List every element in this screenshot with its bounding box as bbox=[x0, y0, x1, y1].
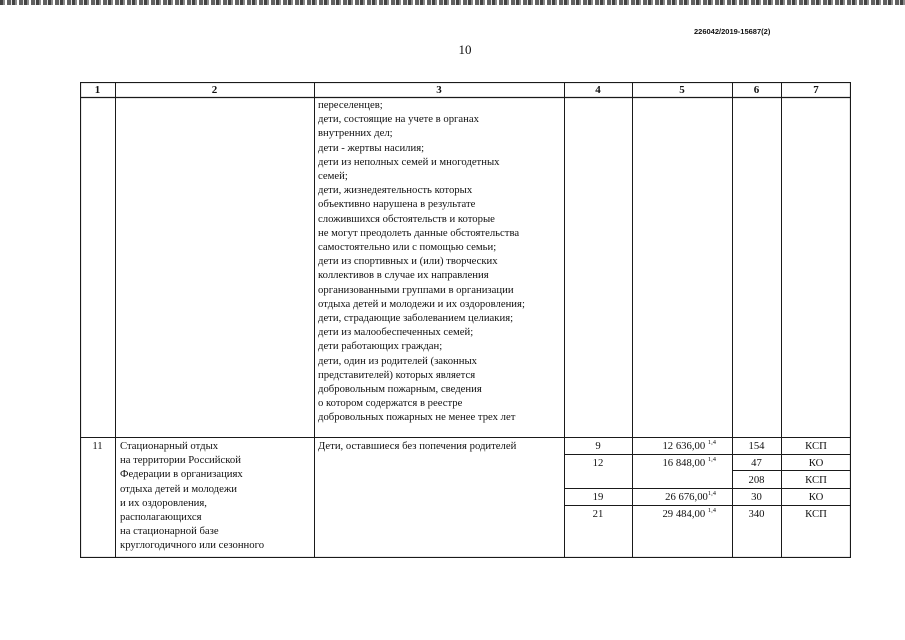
col-header-4: 4 bbox=[595, 84, 601, 96]
service-line: отдыха детей и молодежи bbox=[120, 482, 237, 495]
price-footnote: 1,4 bbox=[707, 490, 716, 497]
type-cell: КО bbox=[808, 457, 824, 469]
category-line: внутренних дел; bbox=[318, 127, 393, 140]
col-header-1: 1 bbox=[94, 84, 101, 96]
category-line: добровольных пожарных не менее трех лет bbox=[318, 411, 516, 424]
col-header-7: 7 bbox=[813, 84, 819, 96]
category-line: сложившихся обстоятельств и которые bbox=[318, 212, 495, 225]
page-number: 10 bbox=[458, 42, 472, 57]
days-cell: 12 bbox=[592, 457, 604, 469]
category-line: коллективов в случае их направления bbox=[318, 269, 489, 282]
price-cell bbox=[632, 490, 716, 504]
service-line: и их оздоровления, bbox=[120, 496, 207, 509]
col-header-5: 5 bbox=[679, 84, 685, 96]
category-line: не могут преодолеть данные обстоятельства bbox=[318, 226, 520, 239]
category-line: дети работающих граждан; bbox=[318, 340, 443, 353]
category-line: дети, жизнедеятельность которых bbox=[318, 184, 473, 197]
price-footnote: 1,4 bbox=[707, 456, 716, 463]
price-footnote: 1,4 bbox=[707, 507, 716, 514]
category-line: объективно нарушена в результате bbox=[318, 198, 476, 211]
col-header-3: 3 bbox=[436, 84, 442, 96]
price-value: 16 848,00 bbox=[662, 457, 706, 469]
category-line: дети - жертвы насилия; bbox=[318, 141, 425, 154]
price-value: 12 636,00 bbox=[662, 440, 706, 452]
price-value: 26 676,00 bbox=[665, 491, 708, 503]
category-line: представителей) которых является bbox=[318, 368, 476, 381]
type-cell: КСП bbox=[805, 440, 827, 452]
price-cell bbox=[632, 507, 716, 521]
category-line: организованными группами в организации bbox=[318, 283, 514, 296]
category-line: дети из спортивных и (или) творческих bbox=[318, 255, 498, 268]
category-line: дети из неполных семей и многодетных bbox=[318, 155, 500, 168]
category-line: дети, состоящие на учете в органах bbox=[318, 113, 479, 126]
category-line: дети, один из родителей (законных bbox=[318, 354, 478, 367]
category-line: дети, страдающие заболеванием целиакия; bbox=[318, 312, 514, 325]
col-header-6: 6 bbox=[753, 84, 760, 96]
service-line: располагающихся bbox=[120, 511, 202, 524]
category-line: дети из малообеспеченных семей; bbox=[318, 326, 474, 339]
price-footnote: 1,4 bbox=[707, 439, 716, 446]
recipient-category: Дети, оставшиеся без попечения родителей bbox=[318, 440, 517, 452]
category-line: переселенцев; bbox=[318, 99, 383, 111]
service-line: на территории Российской bbox=[120, 454, 241, 467]
benefits-table bbox=[80, 82, 851, 558]
category-line: о котором содержатся в реестре bbox=[318, 397, 463, 410]
service-description bbox=[120, 439, 264, 553]
row-number: 11 bbox=[92, 440, 103, 452]
category-line: отдыха детей и молодежи и их оздоровления; bbox=[318, 297, 525, 310]
col-header-2: 2 bbox=[211, 84, 218, 96]
days-cell: 19 bbox=[592, 491, 604, 503]
category-line: самостоятельно или с помощью семьи; bbox=[318, 241, 497, 254]
service-line: на стационарной базе bbox=[120, 525, 219, 538]
category-line: семей; bbox=[318, 170, 348, 183]
category-line: добровольным пожарным, сведения bbox=[318, 383, 482, 396]
count-cell: 154 bbox=[748, 440, 765, 452]
type-cell: КО bbox=[808, 491, 824, 503]
type-cell: КСП bbox=[805, 508, 827, 520]
count-cell: 340 bbox=[748, 508, 765, 520]
count-cell: 208 bbox=[748, 474, 765, 486]
price-cell bbox=[632, 439, 716, 453]
count-cell: 30 bbox=[751, 491, 762, 503]
service-line: Федерации в организациях bbox=[120, 468, 243, 481]
continued-category-list bbox=[318, 98, 525, 425]
price-cell bbox=[632, 456, 716, 470]
type-cell: КСП bbox=[805, 474, 827, 486]
scan-edge-artifact bbox=[0, 0, 905, 5]
document-id: 226042/2019-15687(2) bbox=[694, 27, 771, 36]
days-cell: 21 bbox=[592, 508, 604, 520]
days-cell: 9 bbox=[595, 440, 601, 452]
service-line: круглогодичного или сезонного bbox=[120, 539, 265, 552]
service-line: Стационарный отдых bbox=[120, 440, 219, 452]
price-value: 29 484,00 bbox=[662, 508, 706, 520]
count-cell: 47 bbox=[751, 457, 762, 469]
